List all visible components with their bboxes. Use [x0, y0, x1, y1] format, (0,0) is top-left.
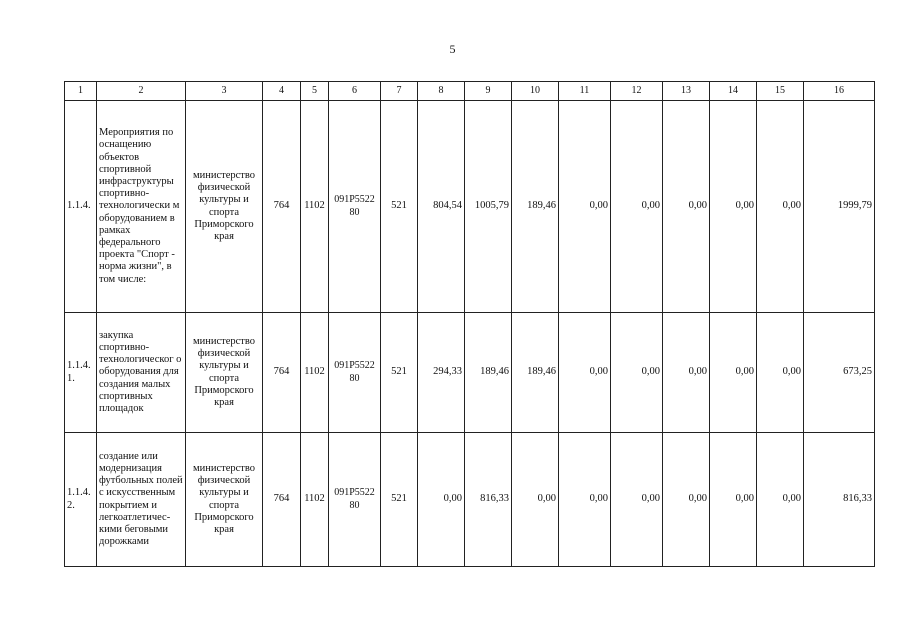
cell-c6: 091P5522 80 — [329, 101, 381, 313]
cell-c8: 0,00 — [418, 433, 465, 567]
cell-c14: 0,00 — [710, 101, 757, 313]
col-header: 9 — [465, 82, 512, 101]
col-header: 5 — [301, 82, 329, 101]
cell-c5: 1102 — [301, 101, 329, 313]
row-executor: министерство физической культуры и спорта Приморского края — [186, 101, 263, 313]
cell-c6: 091P5522 80 — [329, 313, 381, 433]
table-row — [65, 433, 875, 567]
cell-c5: 1102 — [301, 433, 329, 567]
row-executor: министерство физической культуры и спорта Приморского края — [186, 433, 263, 567]
col-header: 14 — [710, 82, 757, 101]
row-name: создание или модернизация футбольных полей с искусственным покрытием и легкоатлетичес-кими беговыми дорожками — [97, 433, 186, 567]
col-header: 12 — [611, 82, 663, 101]
table-row — [65, 101, 875, 313]
row-executor: министерство физической культуры и спорта Приморского края — [186, 313, 263, 433]
row-name: закупка спортивно-технологическог о оборудования для создания малых спортивных площадок — [97, 313, 186, 433]
cell-c7: 521 — [381, 313, 418, 433]
cell-c14: 0,00 — [710, 313, 757, 433]
cell-c4: 764 — [263, 313, 301, 433]
col-header: 2 — [97, 82, 186, 101]
cell-c5: 1102 — [301, 313, 329, 433]
cell-c11: 0,00 — [559, 313, 611, 433]
cell-c8: 804,54 — [418, 101, 465, 313]
col-header: 7 — [381, 82, 418, 101]
cell-c12: 0,00 — [611, 313, 663, 433]
row-name: Мероприятия по оснащению объектов спортивной инфраструктуры спортивно-технологически м оборудованием в рамках федерального проекта "Спорт - норма жизни", в том числе: — [97, 101, 186, 313]
col-header: 8 — [418, 82, 465, 101]
cell-c13: 0,00 — [663, 313, 710, 433]
col-header: 1 — [65, 82, 97, 101]
header-row — [65, 82, 875, 101]
cell-c13: 0,00 — [663, 101, 710, 313]
col-header: 4 — [263, 82, 301, 101]
cell-c6: 091P5522 80 — [329, 433, 381, 567]
budget-table — [64, 81, 875, 567]
cell-c4: 764 — [263, 433, 301, 567]
col-header: 13 — [663, 82, 710, 101]
cell-c10: 189,46 — [512, 313, 559, 433]
col-header: 3 — [186, 82, 263, 101]
cell-c7: 521 — [381, 433, 418, 567]
col-header: 6 — [329, 82, 381, 101]
table-row — [65, 313, 875, 433]
cell-c10: 189,46 — [512, 101, 559, 313]
col-header: 15 — [757, 82, 804, 101]
cell-c12: 0,00 — [611, 101, 663, 313]
cell-c13: 0,00 — [663, 433, 710, 567]
cell-c16: 816,33 — [804, 433, 875, 567]
cell-c11: 0,00 — [559, 433, 611, 567]
row-id: 1.1.4. — [65, 101, 97, 313]
row-id: 1.1.4. 1. — [65, 313, 97, 433]
cell-c15: 0,00 — [757, 433, 804, 567]
cell-c9: 189,46 — [465, 313, 512, 433]
cell-c16: 673,25 — [804, 313, 875, 433]
cell-c9: 1005,79 — [465, 101, 512, 313]
cell-c16: 1999,79 — [804, 101, 875, 313]
cell-c10: 0,00 — [512, 433, 559, 567]
page-number: 5 — [449, 42, 456, 56]
cell-c4: 764 — [263, 101, 301, 313]
cell-c12: 0,00 — [611, 433, 663, 567]
row-id: 1.1.4. 2. — [65, 433, 97, 567]
col-header: 10 — [512, 82, 559, 101]
col-header: 16 — [804, 82, 875, 101]
cell-c8: 294,33 — [418, 313, 465, 433]
cell-c15: 0,00 — [757, 313, 804, 433]
cell-c9: 816,33 — [465, 433, 512, 567]
col-header: 11 — [559, 82, 611, 101]
cell-c14: 0,00 — [710, 433, 757, 567]
cell-c15: 0,00 — [757, 101, 804, 313]
cell-c11: 0,00 — [559, 101, 611, 313]
cell-c7: 521 — [381, 101, 418, 313]
